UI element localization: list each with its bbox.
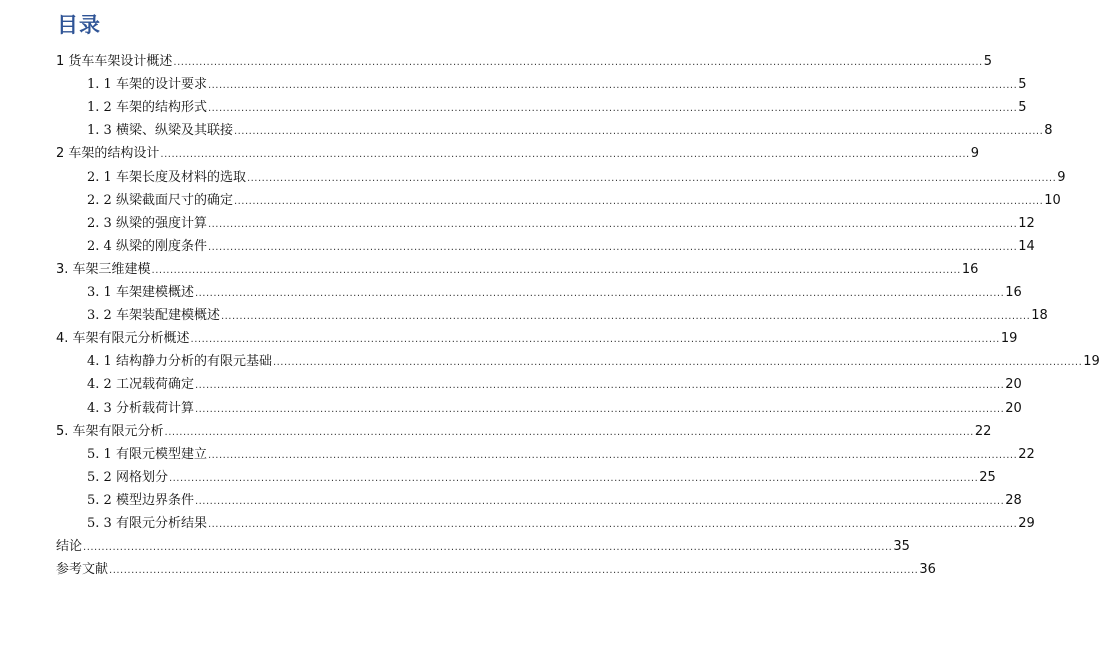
dot-leader: ............................................................................................................................................................................................................................ <box>194 380 1005 392</box>
toc-entry-label: 2 车架的结构设计 <box>56 146 160 162</box>
dot-leader: ............................................................................................................................................................................................................................ <box>173 57 983 68</box>
toc-entry-page-number: 18 <box>1031 308 1048 324</box>
toc-entry-page-number: 8 <box>1044 123 1053 139</box>
dot-leader: ............................................................................................................................................................................................................................ <box>272 357 1083 369</box>
toc-entry-page-number: 5 <box>1018 100 1027 116</box>
dot-leader: ............................................................................................................................................................................................................................ <box>207 218 1018 230</box>
toc-entry-page-number: 9 <box>1057 169 1066 185</box>
toc-entry[interactable] <box>87 491 1022 511</box>
dot-leader: ............................................................................................................................................................................................................................ <box>109 565 919 577</box>
toc-entry[interactable] <box>87 445 1035 465</box>
toc-entry-label: 1. 1 车架的设计要求 <box>87 77 207 93</box>
toc-entry-page-number: 25 <box>979 469 996 485</box>
toc-entry[interactable] <box>87 121 1053 141</box>
toc-entry-page-number: 12 <box>1018 215 1035 231</box>
toc-entry-label: 3. 1 车架建模概述 <box>87 285 194 300</box>
toc-entry-label: 2. 1 车架长度及材料的选取 <box>87 169 246 185</box>
dot-leader: ............................................................................................................................................................................................................................ <box>190 334 1000 346</box>
toc-entry-label: 4. 3 分析载荷计算 <box>87 400 194 416</box>
toc-entry[interactable] <box>87 191 1061 211</box>
toc-entry[interactable] <box>56 144 980 164</box>
toc-entry-page-number: 9 <box>970 146 980 162</box>
toc-entry-label: 1 货车车架设计概述 <box>56 54 173 69</box>
dot-leader: ............................................................................................................................................................................................................................ <box>151 264 961 276</box>
toc-entry[interactable] <box>87 375 1022 395</box>
dot-leader: ............................................................................................................................................................................................................................ <box>164 426 974 438</box>
dot-leader: ............................................................................................................................................................................................................................ <box>233 126 1044 138</box>
toc-entry-label: 参考文献 <box>56 562 109 578</box>
toc-entry-page-number: 19 <box>1083 354 1100 370</box>
toc-entry[interactable] <box>87 98 1027 118</box>
toc-entry[interactable] <box>56 329 1018 349</box>
dot-leader: ............................................................................................................................................................................................................................ <box>207 241 1018 253</box>
toc-entry[interactable] <box>87 75 1027 95</box>
toc-entry-label: 1. 3 横梁、纵梁及其联接 <box>87 123 233 139</box>
toc-entry[interactable] <box>87 514 1035 534</box>
toc-entry-page-number: 19 <box>1000 331 1018 347</box>
toc-entry-label: 5. 车架有限元分析 <box>56 423 164 439</box>
dot-leader: ............................................................................................................................................................................................................................ <box>207 80 1018 92</box>
toc-entry-page-number: 16 <box>1005 285 1022 300</box>
toc-entry-label: 2. 2 纵梁截面尺寸的确定 <box>87 192 233 208</box>
toc-entry[interactable] <box>87 168 1066 188</box>
dot-leader: ............................................................................................................................................................................................................................ <box>246 172 1057 184</box>
toc-entry-label: 5. 2 网格划分 <box>87 469 168 485</box>
toc-entry-page-number: 10 <box>1044 192 1061 208</box>
toc-entry-label: 4. 2 工况载荷确定 <box>87 377 194 393</box>
dot-leader: ............................................................................................................................................................................................................................ <box>194 288 1005 299</box>
toc-entry-page-number: 28 <box>1005 492 1022 508</box>
toc-entry-page-number: 14 <box>1018 238 1035 254</box>
toc-entry-label: 5. 3 有限元分析结果 <box>87 516 207 531</box>
toc-entry[interactable] <box>56 422 992 442</box>
toc-entry-page-number: 5 <box>1018 77 1027 93</box>
toc-entry[interactable] <box>87 214 1035 234</box>
toc-entry[interactable] <box>87 352 1100 372</box>
toc-entry-page-number: 35 <box>893 539 910 555</box>
toc-entry[interactable] <box>87 283 1022 303</box>
toc-entry-label: 结论 <box>56 539 83 555</box>
toc-entry[interactable] <box>87 306 1048 326</box>
toc-entry[interactable] <box>56 537 910 557</box>
toc-entry-label: 3. 车架三维建模 <box>56 261 151 277</box>
toc-entry[interactable] <box>87 468 996 488</box>
dot-leader: ............................................................................................................................................................................................................................ <box>160 149 970 161</box>
toc-entry-page-number: 36 <box>919 562 936 578</box>
toc-entry[interactable] <box>56 260 979 280</box>
dot-leader: ............................................................................................................................................................................................................................ <box>194 403 1005 415</box>
toc-entry-page-number: 16 <box>961 261 979 277</box>
toc-entry-label: 5. 2 模型边界条件 <box>87 492 194 508</box>
toc-entry-page-number: 22 <box>1018 446 1035 462</box>
dot-leader: ............................................................................................................................................................................................................................ <box>83 542 893 554</box>
toc-entry-label: 1. 2 车架的结构形式 <box>87 100 207 116</box>
dot-leader: ............................................................................................................................................................................................................................ <box>194 495 1005 507</box>
toc-entry-page-number: 5 <box>983 54 993 69</box>
toc-entry[interactable] <box>87 399 1022 419</box>
toc-entry-page-number: 29 <box>1018 516 1035 531</box>
toc-entry[interactable] <box>56 560 936 580</box>
toc-entry-label: 3. 2 车架装配建模概述 <box>87 308 220 324</box>
toc-entry-label: 2. 4 纵梁的刚度条件 <box>87 238 207 254</box>
dot-leader: ............................................................................................................................................................................................................................ <box>207 519 1018 530</box>
dot-leader: ............................................................................................................................................................................................................................ <box>168 472 979 484</box>
dot-leader: ............................................................................................................................................................................................................................ <box>220 311 1031 323</box>
toc-entry-label: 2. 3 纵梁的强度计算 <box>87 215 207 231</box>
dot-leader: ............................................................................................................................................................................................................................ <box>207 103 1018 115</box>
toc-entry-page-number: 22 <box>974 423 992 439</box>
toc-entry-page-number: 20 <box>1005 400 1022 416</box>
toc-entry[interactable] <box>56 52 993 72</box>
dot-leader: ............................................................................................................................................................................................................................ <box>233 195 1044 207</box>
dot-leader: ............................................................................................................................................................................................................................ <box>207 449 1018 461</box>
toc-entry[interactable] <box>87 237 1035 257</box>
toc-entry-label: 4. 1 结构静力分析的有限元基础 <box>87 354 272 370</box>
toc-entry-page-number: 20 <box>1005 377 1022 393</box>
toc-entry-label: 5. 1 有限元模型建立 <box>87 446 207 462</box>
toc-entry-label: 4. 车架有限元分析概述 <box>56 331 190 347</box>
toc-title: 目录 <box>57 13 101 37</box>
